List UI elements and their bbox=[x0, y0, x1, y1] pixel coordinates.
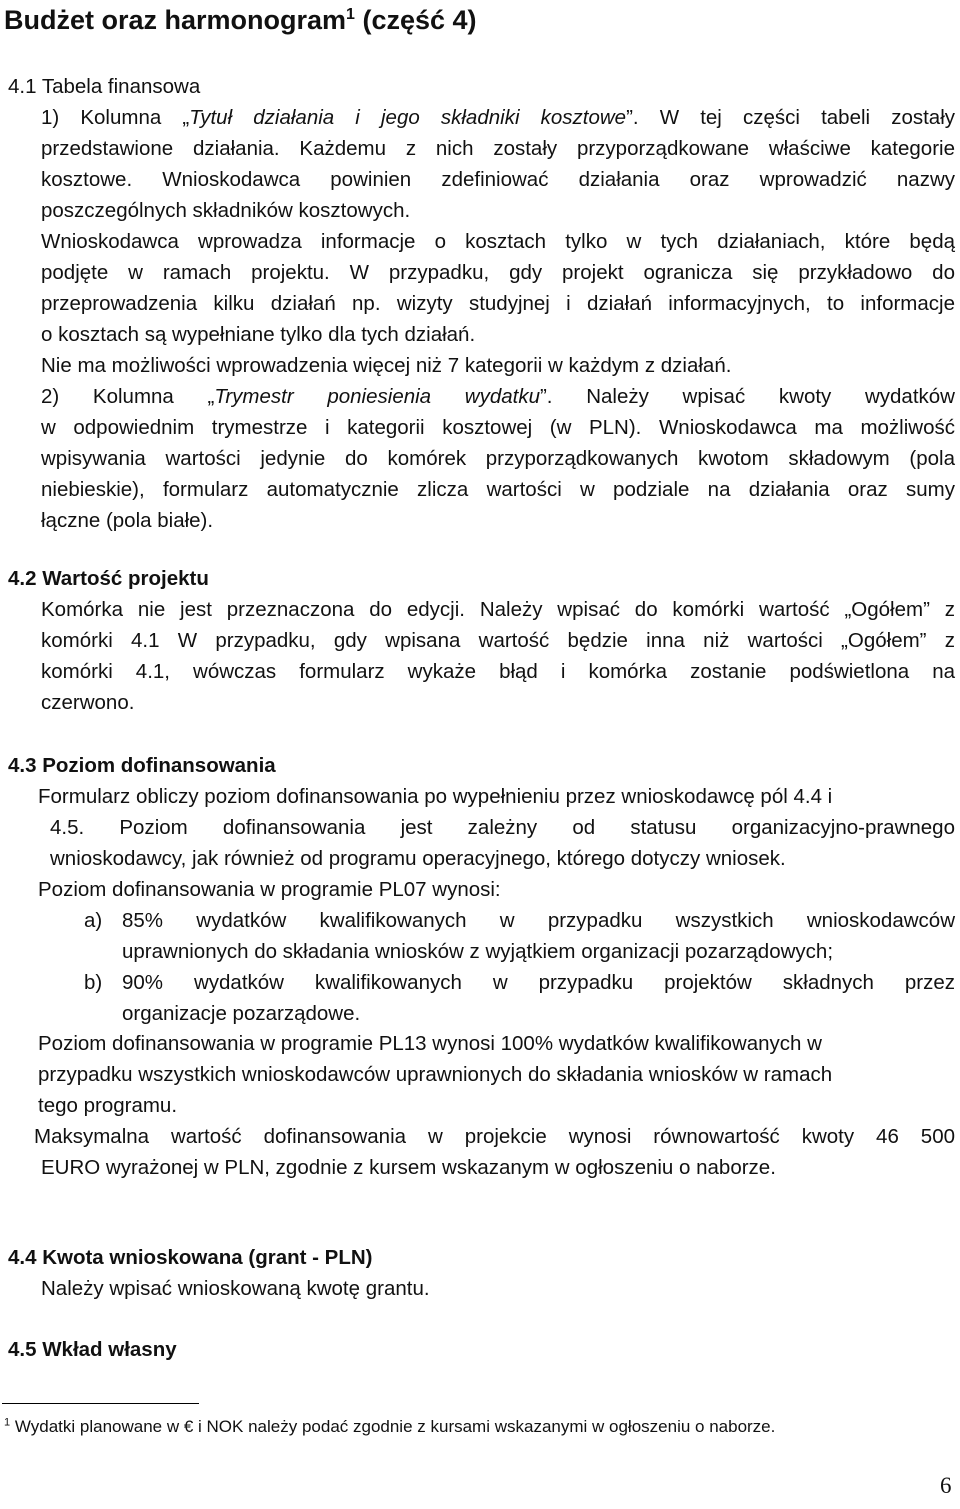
s43-line: Poziom dofinansowania w programie PL07 wynosi: bbox=[38, 878, 501, 901]
s43-after-line: Maksymalna wartość dofinansowania w projekcie wynosi równowartość kwoty 46 500 bbox=[34, 1125, 955, 1148]
section-4-2-heading: 4.2 Wartość projektu bbox=[8, 567, 209, 590]
list-item-line: organizacje pozarządowe. bbox=[122, 1002, 361, 1025]
footnote bbox=[4, 1415, 775, 1439]
section-4-3-heading: 4.3 Poziom dofinansowania bbox=[8, 754, 276, 777]
s42-line: komórki 4.1, wówczas formularz wykaże błąd i komórka zostanie podświetlona na bbox=[41, 660, 955, 683]
section-4-1-heading: 4.1 Tabela finansowa bbox=[8, 75, 201, 98]
s43-line: wnioskodawcy, jak również od programu operacyjnego, którego dotyczy wniosek. bbox=[50, 847, 786, 870]
s41-line: Wnioskodawca wprowadza informacje o kosztach tylko w tych działaniach, które będą bbox=[41, 230, 955, 253]
section-4-4-heading: 4.4 Kwota wnioskowana (grant - PLN) bbox=[8, 1246, 373, 1269]
column-name: Tytuł działania i jego składniki kosztowe bbox=[189, 106, 627, 129]
s41-line: kosztowe. Wnioskodawca powinien zdefiniować działania oraz wprowadzić nazwy bbox=[41, 168, 955, 191]
s41-line: w odpowiednim trymestrze i kategorii kosztowej (w PLN). Wnioskodawca ma możliwość bbox=[41, 416, 955, 439]
s41-line: poszczególnych składników kosztowych. bbox=[41, 199, 411, 222]
s43-line: Formularz obliczy poziom dofinansowania po wypełnieniu przez wnioskodawcę pól 4.4 i bbox=[38, 785, 833, 808]
s41-line: Nie ma możliwości wprowadzenia więcej niż 7 kategorii w każdym z działań. bbox=[41, 354, 732, 377]
s43-after-line: Poziom dofinansowania w programie PL13 wynosi 100% wydatków kwalifikowanych w bbox=[38, 1032, 822, 1055]
s42-line: Komórka nie jest przeznaczona do edycji. Należy wpisać do komórki wartość „Ogółem” z bbox=[41, 598, 955, 621]
footnote-mark: 1 bbox=[4, 1416, 11, 1429]
s42-line: czerwono. bbox=[41, 691, 135, 714]
column-name: Trymestr poniesienia wydatku bbox=[214, 385, 540, 408]
s43-line: 4.5. Poziom dofinansowania jest zależny od statusu organizacyjno-prawnego bbox=[50, 816, 955, 839]
s41-line: o kosztach są wypełniane tylko dla tych działań. bbox=[41, 323, 476, 346]
footnote-ref: 1 bbox=[346, 6, 355, 23]
s42-line: komórki 4.1 W przypadku, gdy wpisana wartość będzie inna niż wartości „Ogółem” z bbox=[41, 629, 955, 652]
footnote-separator bbox=[2, 1403, 199, 1404]
s41-line: łączne (pola białe). bbox=[41, 509, 214, 532]
footnote-text: Wydatki planowane w € i NOK należy podać zgodnie z kursami wskazanymi w ogłoszeniu o naborze. bbox=[14, 1417, 776, 1436]
list-marker: a) bbox=[84, 909, 103, 932]
s41-line: wpisywania wartości jedynie do komórek przyporządkowanych kwotom składowym (pola bbox=[41, 447, 955, 470]
s41-line: podjęte w ramach projektu. W przypadku, gdy projekt ogranicza się przykładowo do bbox=[41, 261, 955, 284]
page-title: Budżet oraz harmonogram$^1$ (część 4) bbox=[4, 5, 477, 35]
list-item-line: 85% wydatków kwalifikowanych w przypadku wszystkich wnioskodawców bbox=[122, 909, 955, 932]
s41-line: niebieskie), formularz automatycznie zlicza wartości w podziale na działania oraz sumy bbox=[41, 478, 955, 501]
page-number: 6 bbox=[940, 1473, 952, 1498]
s41-line: przeprowadzenia kilku działań np. wizyty studyjnej i działań informacyjnych, to informacje bbox=[41, 292, 955, 315]
s43-after-line: EURO wyrażonej w PLN, zgodnie z kursem wskazanym w ogłoszeniu o naborze. bbox=[41, 1156, 776, 1179]
list-item-line: 90% wydatków kwalifikowanych w przypadku projektów składnych przez bbox=[122, 971, 955, 994]
s41-line: przedstawione działania. Każdemu z nich zostały przyporządkowane właściwe kategorie bbox=[41, 137, 955, 160]
s43-after-line: przypadku wszystkich wnioskodawców uprawnionych do składania wniosków w ramach bbox=[38, 1063, 833, 1086]
list-marker: b) bbox=[84, 971, 103, 994]
list-item-line: uprawnionych do składania wniosków z wyjątkiem organizacji pozarządowych; bbox=[122, 940, 834, 963]
s44-line: Należy wpisać wnioskowaną kwotę grantu. bbox=[41, 1277, 430, 1300]
s43-after-line: tego programu. bbox=[38, 1094, 178, 1117]
s41-line: 1) Kolumna „Tytuł działania i jego składniki kosztowe”. W tej części tabeli zostały bbox=[41, 106, 956, 129]
section-4-5-heading: 4.5 Wkład własny bbox=[8, 1338, 177, 1361]
s41-line: 2) Kolumna „Trymestr poniesienia wydatku”. Należy wpisać kwoty wydatków bbox=[41, 385, 955, 408]
